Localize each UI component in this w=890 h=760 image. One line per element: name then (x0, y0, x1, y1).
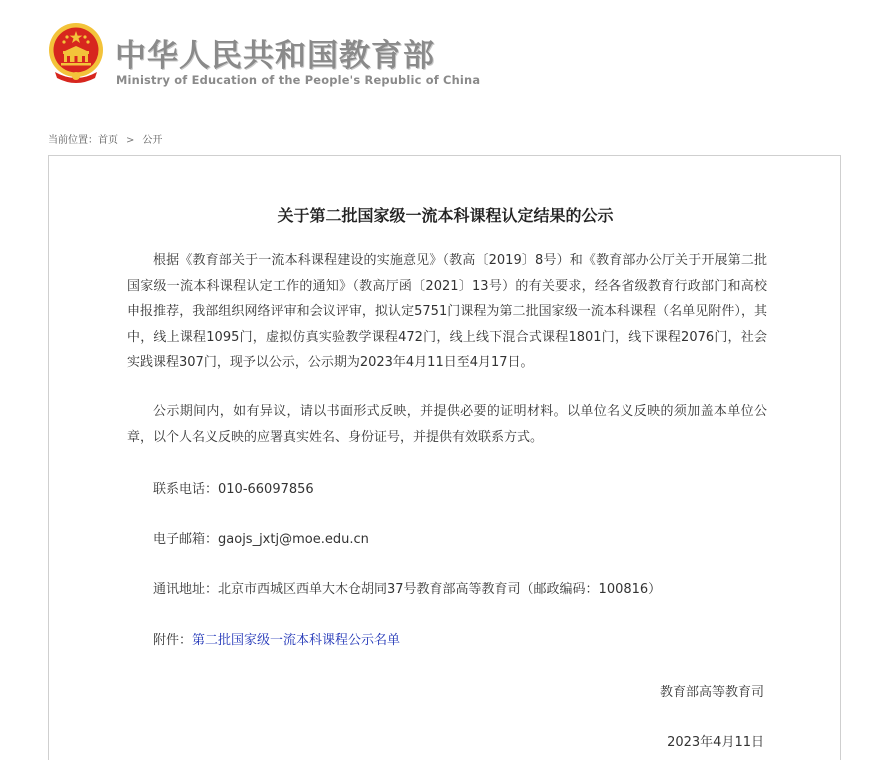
breadcrumb-public-link[interactable]: 公开 (142, 135, 163, 146)
national-emblem-icon[interactable] (47, 22, 105, 86)
ministry-name-cn[interactable]: 中华人民共和国教育部 (115, 38, 435, 74)
breadcrumb-label: 当前位置： (48, 135, 98, 146)
site-header (0, 0, 890, 110)
article-title: 关于第二批国家级一流本科课程认定结果的公示 (277, 206, 614, 225)
signature-date: 2023年4月11日 (667, 735, 764, 750)
article-paragraph-2: 公示期间内，如有异议，请以书面形式反映，并提供必要的证明材料。以单位名义反映的须加盖本单位公章，以个人名义反映的应署真实姓名、身份证号，并提供有效联系方式。 (127, 404, 767, 445)
contact-address (153, 578, 661, 597)
breadcrumb-home-link[interactable]: 首页 (98, 135, 118, 146)
article-paragraph-1: 根据《教育部关于一流本科课程建设的实施意见》（教高〔2019〕8号）和《教育部办公厅关于开展第二批国家级一流本科课程认定工作的通知》（教高厅函〔2021〕13号）的有关要求，经各省级教育行政部门和高校申报推荐，我部组织网络评审和会议评审，拟认定5751门课程为第二批国家级一流本科课程（名单见附件），其中，线上课程1095门，虚拟仿真实验教学课程472门，线上线下混合式课程1801门，线下课程2076门，社会实践课程307门，现予以公示，公示期为2023年4月11日至4月17日。 (127, 253, 767, 370)
attachment-label: 附件： (153, 633, 193, 648)
attachment (153, 629, 400, 648)
signature-org: 教育部高等教育司 (659, 685, 764, 700)
contact-address-label: 通讯地址： (153, 582, 219, 597)
contact-email-value: gaojs_jxtj@moe.edu.cn (218, 532, 369, 547)
contact-phone (153, 478, 314, 497)
attachment-link[interactable]: 第二批国家级一流本科课程公示名单 (192, 633, 401, 648)
contact-email-label: 电子邮箱： (153, 532, 219, 547)
contact-email (153, 528, 369, 547)
ministry-name-en[interactable]: Ministry of Education of the People's Republic of China (116, 73, 481, 87)
contact-phone-label: 联系电话： (153, 482, 219, 497)
article-container (48, 155, 841, 760)
breadcrumb-separator: > (126, 135, 135, 146)
breadcrumb (48, 131, 162, 146)
contact-address-value: 北京市西城区西单大木仓胡同37号教育部高等教育司（邮政编码：100816） (218, 582, 662, 597)
contact-phone-value: 010-66097856 (218, 482, 314, 497)
